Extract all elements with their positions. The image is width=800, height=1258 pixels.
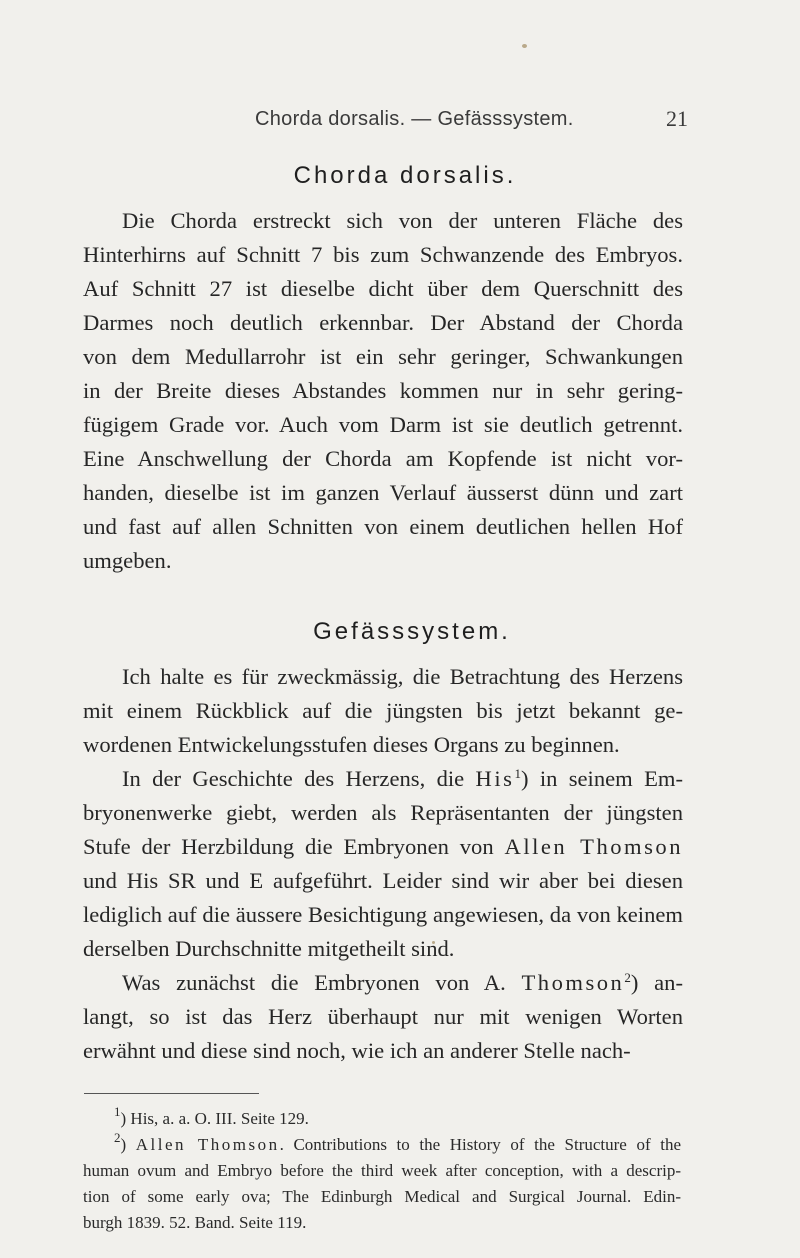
text-line: handen, dieselbe ist im ganzen Verlauf äusserst dünn und zart [83,480,683,505]
text-span: Stufe der Herzbildung die Embryonen von [83,834,505,859]
text-span: ) an- [630,970,683,995]
footnote-text: ) [120,1135,136,1154]
text-line: erwähnt und diese sind noch, wie ich an anderer Stelle nach- [83,1038,631,1063]
author-name: His [475,766,515,791]
footnote-line: human ovum and Embryo before the third week after conception, with a descrip- [83,1161,681,1180]
footnote-rule [84,1093,259,1094]
footnote-1 [114,1106,681,1132]
paper-speck [522,44,527,48]
footnote-ref: 2 [624,970,631,985]
footnote-line: burgh 1839. 52. Band. Seite 119. [83,1213,307,1232]
text-line: langt, so ist das Herz überhaupt nur mit wenigen Worten [83,1004,683,1029]
text-line: Die Chorda erstreckt sich von der unteren Fläche des [122,208,683,233]
text-line [122,762,683,796]
footnote-2 [114,1132,681,1158]
footnote-ref: 1 [514,766,521,781]
section-heading-gefaesssystem: Gefässsystem. [313,618,511,645]
text-span: Was zunächst die Embryonen von A. [122,970,522,995]
author-name: Thomson [521,970,625,995]
text-line: Auf Schnitt 27 ist dieselbe dicht über dem Querschnitt des [83,276,683,301]
text-line: bryonenwerke giebt, werden als Repräsentanten der jüngsten [83,800,683,825]
text-line: und fast auf allen Schnitten von einem deutlichen hellen Hof [83,514,683,539]
author-name: Allen Thomson [504,834,683,859]
footnote-text: . Contributions to the History of the Structure of the [279,1135,681,1154]
footnote-text: ) His, a. a. O. III. Seite 129. [120,1109,309,1128]
section-heading-chorda: Chorda dorsalis. [293,162,517,189]
author-name: Allen Thomson [135,1135,280,1154]
text-line: derselben Durchschnitte mitgetheilt sind. [83,936,455,961]
text-line: lediglich auf die äussere Besichtigung angewiesen, da von keinem [83,902,683,927]
text-span: ) in seinem Em- [520,766,683,791]
text-line: Hinterhirns auf Schnitt 7 bis zum Schwanzende des Embryos. [83,242,683,267]
running-head-title: Chorda dorsalis. — Gefässsystem. [255,108,574,130]
text-line: fügigem Grade vor. Auch vom Darm ist sie deutlich getrennt. [83,412,683,437]
text-line: Eine Anschwellung der Chorda am Kopfende ist nicht vor- [83,446,683,471]
text-line [122,966,683,1000]
text-line: Ich halte es für zweckmässig, die Betrachtung des Herzens [122,664,683,689]
footnote-line: tion of some early ova; The Edinburgh Medical and Surgical Journal. Edin- [83,1187,681,1206]
text-line: mit einem Rückblick auf die jüngsten bis jetzt bekannt ge- [83,698,683,723]
text-line [83,830,683,864]
text-line: umgeben. [83,548,172,573]
text-line: in der Breite dieses Abstandes kommen nur in sehr gering- [83,378,683,403]
footnote-mark: 2 [114,1130,121,1145]
running-head [0,98,800,138]
text-line: wordenen Entwickelungsstufen dieses Organs zu beginnen. [83,732,620,757]
page-number: 21 [666,106,688,131]
text-line: Darmes noch deutlich erkennbar. Der Abstand der Chorda [83,310,683,335]
text-span: In der Geschichte des Herzens, die [122,766,476,791]
text-line: und His SR und E aufgeführt. Leider sind wir aber bei diesen [83,868,683,893]
footnote-mark: 1 [114,1104,121,1119]
text-line: von dem Medullarrohr ist ein sehr geringer, Schwankungen [83,344,683,369]
